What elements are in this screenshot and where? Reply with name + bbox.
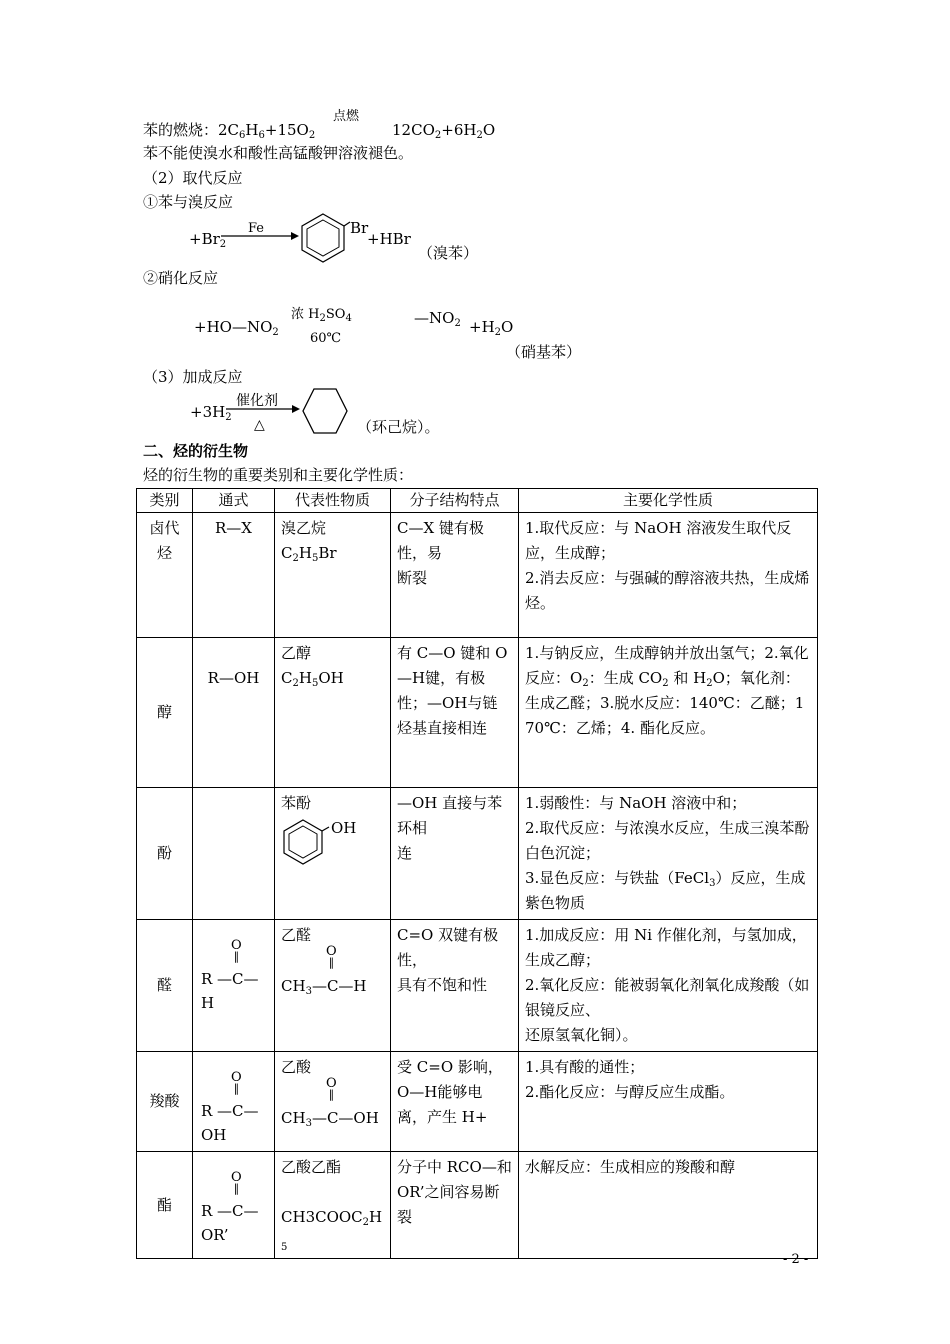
bromobenzene-ring-icon bbox=[298, 213, 348, 263]
representative-name: 乙醇 bbox=[281, 644, 312, 662]
formula-cell: R—X bbox=[193, 513, 275, 638]
representative-cell bbox=[275, 788, 391, 920]
header-category: 类别 bbox=[137, 489, 193, 513]
hbr-product: +HBr bbox=[367, 230, 411, 248]
bromobenzene-name: （溴苯） bbox=[418, 244, 479, 262]
page-number: - 2 - bbox=[783, 1252, 809, 1267]
bromination-catalyst: Fe bbox=[248, 221, 265, 236]
representative-name: 乙醛 bbox=[281, 926, 312, 944]
water-product: $+H_2O$ bbox=[469, 318, 514, 338]
representative-formula: $C_2H_5Br$ bbox=[281, 544, 337, 564]
representative-cell bbox=[275, 513, 391, 638]
combustion-note: 苯不能使溴水和酸性高锰酸钾溶液褪色。 bbox=[143, 144, 414, 162]
bromination-reagent: $+Br_2$ bbox=[189, 230, 227, 250]
header-properties: 主要化学性质 bbox=[519, 489, 818, 513]
structure-cell: C=O 双键有极性， 具有不饱和性 bbox=[391, 920, 519, 1052]
formula-cell: O ‖ R —C—OH bbox=[193, 1052, 275, 1152]
properties-cell: 1.弱酸性：与 NaOH 溶液中和； 2.取代反应：与浓溴水反应，生成三溴苯酚白色沉淀； 3.显色反应：与铁盐（FeCl$_3$）反应，生成紫色物质 bbox=[519, 788, 818, 920]
structure-cell: 分子中 RCO—和 OR’之间容易断裂 bbox=[391, 1152, 519, 1259]
representative-name: 乙酸 bbox=[281, 1058, 312, 1076]
properties-cell: 1.加成反应：用 Ni 作催化剂，与氢加成，生成乙醇； 2.氧化反应：能被弱氧化剂氧化成羧酸（如银镜反应、 还原氢氧化铜）。 bbox=[519, 920, 818, 1052]
addition-heat: △ bbox=[254, 417, 265, 433]
table-row bbox=[137, 920, 818, 1052]
combustion-condition: 点燃 bbox=[333, 109, 360, 124]
representative-cell bbox=[275, 638, 391, 788]
combustion-products: $12CO_2+6H_2O$ bbox=[392, 121, 496, 141]
bromine-substituent: Br bbox=[350, 219, 369, 237]
substitution-heading: （2）取代反应 bbox=[143, 169, 243, 187]
properties-cell: 1.与钠反应，生成醇钠并放出氢气；2.氧化反应：$O_2$：生成 $CO_2$ 和 $H_2O$；氧化剂：生成乙醛；3.脱水反应：140℃：乙醚；170℃：乙烯；4. 酯化反应。 bbox=[519, 638, 818, 788]
properties-cell: 水解反应：生成相应的羧酸和醇 bbox=[519, 1152, 818, 1259]
representative-formula: $C_2H_5OH$ bbox=[281, 669, 344, 689]
nitration-reagent: $+HO—NO_2$ bbox=[194, 318, 279, 338]
addition-catalyst: 催化剂 bbox=[236, 393, 278, 409]
properties-cell: 1.取代反应：与 NaOH 溶液发生取代反应，生成醇； 2.消去反应：与强碱的醇溶液共热，生成烯烃。 bbox=[519, 513, 818, 638]
table-row bbox=[137, 1052, 818, 1152]
category-cell: 卤代烃 bbox=[137, 513, 193, 638]
header-representative: 代表性物质 bbox=[275, 489, 391, 513]
formula-cell: O ‖ R —C—H bbox=[193, 920, 275, 1052]
category-cell: 羧酸 bbox=[137, 1052, 193, 1152]
representative-cell: 乙醛 O ‖ $CH_3—C—H$ bbox=[275, 920, 391, 1052]
representative-name: 溴乙烷 bbox=[281, 519, 327, 537]
formula-cell bbox=[193, 788, 275, 920]
properties-cell: 1.具有酸的通性； 2.酯化反应：与醇反应生成酯。 bbox=[519, 1052, 818, 1152]
category-cell: 酯 bbox=[137, 1152, 193, 1259]
representative-cell: 乙酸 O ‖ $CH_3—C—OH$ bbox=[275, 1052, 391, 1152]
addition-heading: （3）加成反应 bbox=[143, 368, 243, 386]
table-row bbox=[137, 788, 818, 920]
formula-cell: O ‖ R —C—OR’ bbox=[193, 1152, 275, 1259]
bromination-title: ①苯与溴反应 bbox=[143, 193, 234, 211]
category-cell: 醇 bbox=[137, 638, 193, 788]
hydroxyl-group: OH bbox=[331, 819, 357, 837]
nitration-condition-top: 浓 $H_2SO_4$ bbox=[291, 307, 352, 324]
combustion-prefix: 苯的燃烧： bbox=[143, 121, 219, 139]
reaction-arrow-icon bbox=[221, 230, 301, 242]
structure-cell: 受 C=O 影响，O—H能够电离，产生 H+ bbox=[391, 1052, 519, 1152]
cyclohexane-ring-icon bbox=[300, 387, 350, 435]
table-row bbox=[137, 1152, 818, 1259]
representative-formula: $CH3COOC_2H_5$ bbox=[281, 1208, 383, 1253]
table-row bbox=[137, 513, 818, 638]
structure-cell: C—X 键有极性，易 断裂 bbox=[391, 513, 519, 638]
nitro-group: $—NO_2$ bbox=[414, 309, 461, 329]
header-structure: 分子结构特点 bbox=[391, 489, 519, 513]
section-title: 二、烃的衍生物 bbox=[143, 442, 249, 460]
cyclohexane-name: （环己烷）。 bbox=[357, 418, 440, 436]
table-header-row bbox=[137, 489, 818, 513]
header-formula: 通式 bbox=[193, 489, 275, 513]
combustion-equation: 苯的燃烧：$2C_6H_6+15O_2$ bbox=[143, 121, 316, 141]
addition-arrow-icon bbox=[226, 403, 302, 415]
structure-cell: 有 C—O 键和 O—H键，有极性；—OH与链烃基直接相连 bbox=[391, 638, 519, 788]
category-cell: 酚 bbox=[137, 788, 193, 920]
category-cell: 醛 bbox=[137, 920, 193, 1052]
nitration-title: ②硝化反应 bbox=[143, 269, 219, 287]
nitration-condition-bottom: 60℃ bbox=[310, 331, 342, 346]
derivatives-table bbox=[136, 488, 818, 1259]
structure-cell: —OH 直接与苯环相 连 bbox=[391, 788, 519, 920]
formula-cell: R—OH bbox=[193, 638, 275, 788]
addition-reagent: $+3H_2$ bbox=[190, 403, 232, 423]
nitrobenzene-name: （硝基苯） bbox=[506, 343, 582, 361]
representative-name: 乙酸乙酯 bbox=[281, 1158, 342, 1176]
representative-cell bbox=[275, 1152, 391, 1259]
section-intro: 烃的衍生物的重要类别和主要化学性质： bbox=[143, 466, 414, 484]
representative-formula: $CH_3—C—H$ bbox=[281, 977, 367, 997]
representative-formula: $CH_3—C—OH$ bbox=[281, 1109, 379, 1129]
representative-name: 苯酚 bbox=[281, 794, 312, 812]
table-row bbox=[137, 638, 818, 788]
